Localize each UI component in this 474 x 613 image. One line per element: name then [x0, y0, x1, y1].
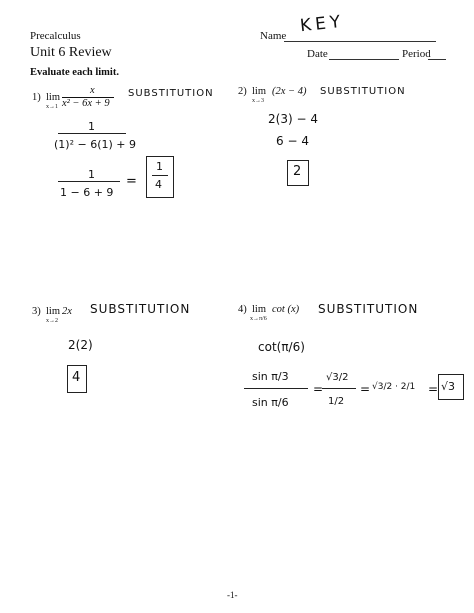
problem-1-denominator: x² − 6x + 9: [62, 98, 110, 109]
problem-3-lim: lim: [46, 306, 61, 317]
problem-1-numerator: x: [90, 85, 95, 96]
problem-1-answer-bar: [152, 175, 168, 176]
course-label: Precalculus: [30, 30, 81, 42]
problem-4-sub: x→π/6: [250, 316, 267, 322]
problem-3-method: SUBSTITUTION: [90, 302, 191, 316]
period-label: Period: [402, 48, 431, 60]
problem-2-work-2: 6 − 4: [276, 134, 309, 148]
problem-4-answer: √3: [441, 380, 456, 393]
problem-1-work-den: (1)² − 6(1) + 9: [54, 138, 136, 151]
problem-1-method: SUBSTITUTION: [128, 88, 214, 99]
problem-4-work-den: sin π/6: [252, 396, 289, 409]
problem-1-answer-box: [146, 156, 174, 198]
problem-1-sub: x→1: [46, 104, 58, 110]
problem-4-method: SUBSTITUTION: [318, 302, 419, 316]
problem-4-equals-3: =: [428, 382, 440, 396]
problem-1-work-bar: [58, 133, 126, 134]
problem-3-number: 3): [32, 306, 41, 317]
problem-1-answer-num: 1: [156, 160, 164, 173]
problem-2-expr: (2x − 4): [272, 86, 307, 97]
problem-4-work-mid-num: √3/2: [326, 372, 349, 383]
problem-1-work-num: 1: [88, 120, 96, 133]
problem-2-sub: x→3: [252, 98, 264, 104]
problem-1-work-den2: 1 − 6 + 9: [60, 186, 114, 199]
problem-4-number: 4): [238, 304, 247, 315]
instruction: Evaluate each limit.: [30, 67, 119, 78]
period-line: [428, 48, 446, 60]
problem-3-work-1: 2(2): [68, 338, 93, 352]
page-number: -1-: [227, 590, 238, 600]
date-line: [329, 48, 399, 60]
date-label: Date: [307, 48, 328, 60]
problem-2-answer: 2: [293, 164, 303, 179]
problem-4-equals-1: =: [313, 382, 325, 396]
problem-1-work-num2: 1: [88, 168, 96, 181]
problem-3-answer-box: [67, 365, 87, 393]
name-value: KEY: [299, 11, 346, 37]
problem-4-expr: cot (x): [272, 304, 300, 315]
problem-4-work-mid-bar: [322, 388, 356, 389]
problem-2-work-1: 2(3) − 4: [268, 112, 318, 126]
name-label: Name: [260, 30, 287, 42]
problem-4-work-mid-den: 1/2: [328, 396, 345, 407]
problem-2-answer-box: [287, 160, 309, 186]
problem-3-expr: 2x: [62, 306, 72, 317]
problem-2-lim: lim: [252, 86, 267, 97]
problem-1-number: 1): [32, 92, 41, 103]
problem-1-lim: lim: [46, 92, 61, 103]
problem-4-work-bar: [244, 388, 308, 389]
problem-1-equals: =: [126, 174, 138, 189]
problem-2-method: SUBSTITUTION: [320, 86, 406, 97]
problem-3-sub: x→2: [46, 318, 58, 324]
problem-1-answer-den: 4: [155, 178, 163, 191]
problem-4-work-1: cot(π/6): [258, 340, 305, 354]
problem-2-number: 2): [238, 86, 247, 97]
problem-4-work-product: √3/2 · 2/1: [372, 382, 416, 392]
problem-4-equals-2: =: [360, 382, 372, 396]
problem-4-lim: lim: [252, 304, 267, 315]
problem-1-work-bar2: [58, 181, 120, 182]
page-title: Unit 6 Review: [30, 45, 112, 60]
problem-4-work-num: sin π/3: [252, 370, 289, 383]
problem-3-answer: 4: [72, 370, 82, 385]
problem-4-answer-box: [438, 374, 464, 400]
